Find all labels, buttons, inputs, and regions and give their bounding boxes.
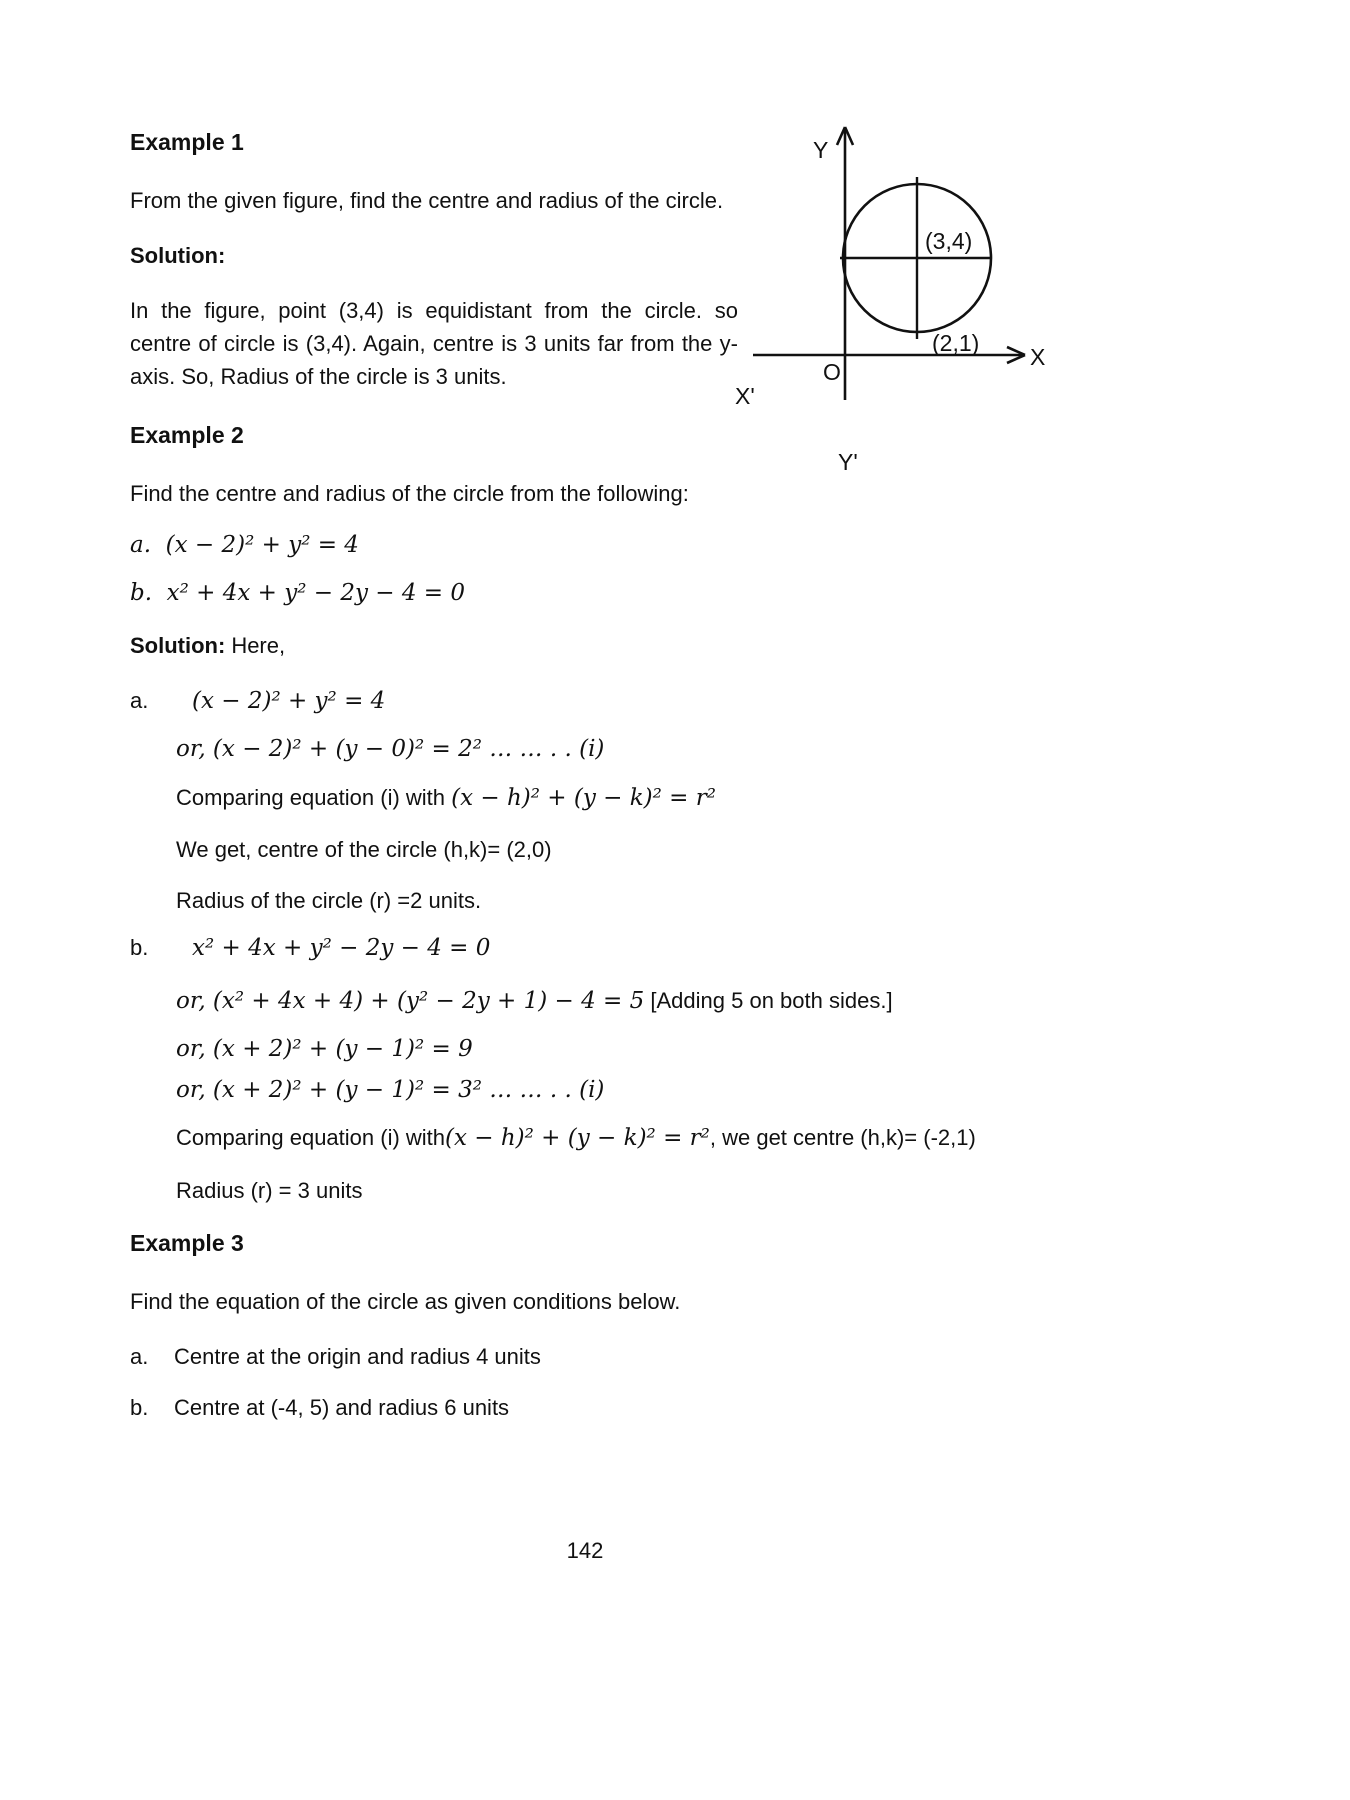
part-b-compare-text1: Comparing equation (i) with — [176, 1125, 446, 1151]
example3-item-b-text: Centre at (-4, 5) and radius 6 units — [174, 1394, 510, 1420]
part-b-eq4: or, (x + 2)² + (y − 1)² = 3² … … . . (i) — [176, 1076, 605, 1103]
example2-solution-label: Solution: — [130, 632, 226, 658]
part-b-compare-text2: , we get centre (h,k)= (-2,1) — [709, 1125, 976, 1151]
part-b-compare-line — [176, 1121, 1225, 1156]
figure-label-y: Y — [813, 137, 829, 163]
part-a-compare-math: (x − h)² + (y − k)² = r² — [451, 784, 716, 811]
example1-heading: Example 1 — [130, 129, 244, 155]
example1-intro: From the given figure, find the centre and radius of the circle. — [130, 187, 724, 213]
example3-item-a-label: a. — [130, 1343, 149, 1369]
example3-item-b-label: b. — [130, 1394, 149, 1420]
example3-item-b — [130, 1391, 1225, 1424]
example2-solution-here: Here, — [231, 632, 286, 658]
example3-item-a — [130, 1340, 1225, 1373]
example2-given-equation-b: b. x² + 4x + y² − 2y − 4 = 0 — [130, 580, 466, 607]
example3-heading: Example 3 — [130, 1229, 244, 1256]
example2-heading: Example 2 — [130, 421, 244, 448]
example1-solution-label: Solution: — [130, 242, 226, 268]
part-a-eq1: (x − 2)² + y² = 4 — [192, 687, 386, 714]
example3-intro: Find the equation of the circle as given conditions below. — [130, 1288, 681, 1314]
part-a-compare-line — [176, 781, 1225, 816]
part-b-eq1: x² + 4x + y² − 2y − 4 = 0 — [192, 935, 491, 962]
page-number: 142 — [566, 1538, 604, 1563]
example2-given-equation-a: a. (x − 2)² + y² = 4 — [130, 531, 359, 558]
example2-intro: Find the centre and radius of the circle from the following: — [130, 480, 689, 506]
part-a-label: a. — [130, 687, 149, 713]
figure-label-centre-point: (3,4) — [925, 228, 973, 254]
part-a-radius-line: Radius of the circle (r) =2 units. — [176, 888, 482, 914]
example2-solution-line — [130, 629, 1225, 662]
example3-item-a-text: Centre at the origin and radius 4 units — [174, 1343, 541, 1369]
figure-label-x-prime: X' — [735, 383, 755, 409]
part-b-equation-row — [130, 931, 1225, 966]
figure-label-origin: O — [823, 359, 841, 385]
part-a-centre-line: We get, centre of the circle (h,k)= (2,0) — [176, 837, 552, 863]
part-b-eq2-line — [176, 984, 1225, 1019]
part-b-eq2-math: or, (x² + 4x + 4) + (y² − 2y + 1) − 4 = 5 — [176, 987, 645, 1014]
part-b-compare-math: (x − h)² + (y − k)² = r² — [445, 1125, 710, 1152]
example1-solution-text: In the figure, point (3,4) is equidistant from the circle. so centre of circle is (3,4). Again, centre is 3 units far from the y-axis. So, Radius of the circle is 3 units. — [130, 297, 738, 389]
part-a-compare-text: Comparing equation (i) with — [176, 784, 452, 810]
part-b-radius-line: Radius (r) = 3 units — [176, 1177, 363, 1203]
figure-label-point-21: (2,1) — [932, 330, 980, 356]
part-a-equation-row — [130, 684, 1225, 719]
part-b-eq2-note: [Adding 5 on both sides.] — [644, 987, 893, 1013]
figure-label-x: X — [1030, 344, 1046, 370]
part-b-eq3: or, (x + 2)² + (y − 1)² = 9 — [176, 1036, 473, 1063]
main-content — [130, 128, 1225, 1448]
part-a-eq2: or, (x − 2)² + (y − 0)² = 2² … … . . (i) — [176, 736, 605, 763]
part-b-label: b. — [130, 935, 149, 961]
figure-label-y-prime: Y' — [838, 449, 858, 475]
